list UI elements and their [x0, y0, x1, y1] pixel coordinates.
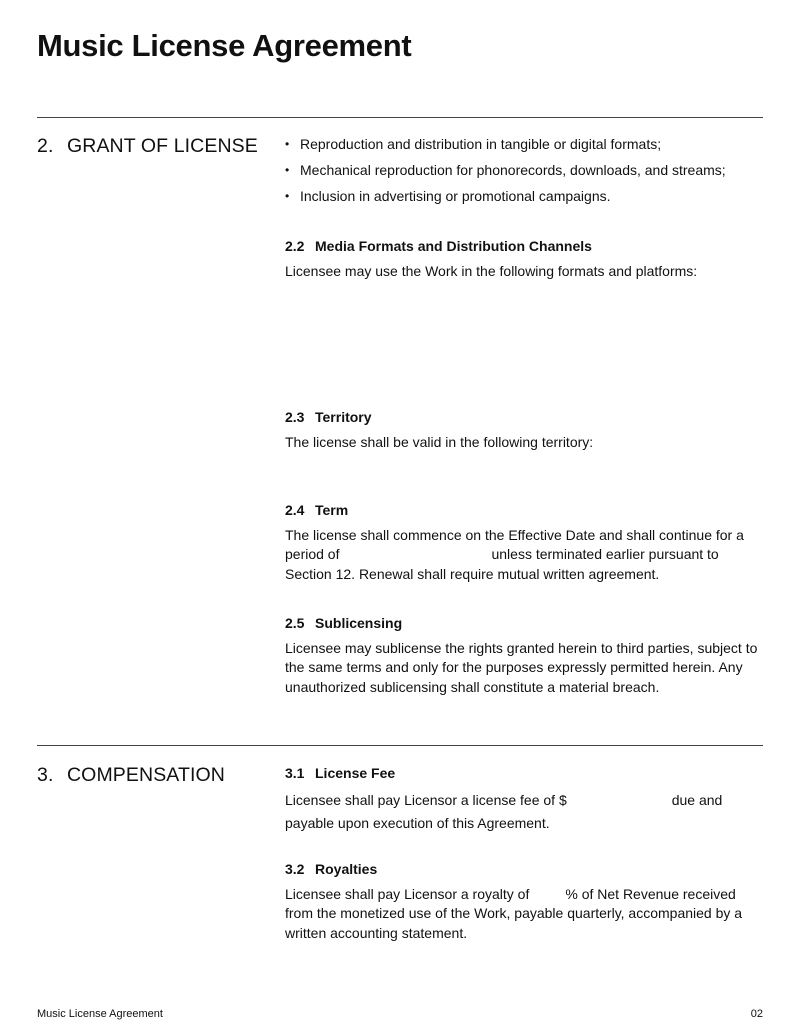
bullet-icon: •	[285, 137, 290, 151]
clause-title: License Fee	[315, 765, 396, 781]
list-item	[285, 135, 765, 155]
section-divider	[37, 117, 763, 118]
clause-text-after: unless terminated earlier pursuant to Section 12. Renewal shall require mutual written agreement.	[285, 546, 719, 582]
clause-number: 2.5	[285, 615, 305, 631]
list-item	[285, 187, 765, 207]
footer-document-name: Music License Agreement	[37, 1008, 163, 1020]
section-title: COMPENSATION	[67, 764, 225, 786]
bullet-icon: •	[285, 163, 290, 177]
section-3-heading	[37, 764, 225, 787]
clause-heading	[285, 408, 765, 428]
clause-number: 2.4	[285, 502, 305, 518]
page-number: 02	[750, 1008, 763, 1020]
clause-number: 3.1	[285, 765, 305, 781]
clause-text-before: Licensee shall pay Licensor a royalty of	[285, 885, 530, 902]
clause-heading	[285, 501, 765, 521]
list-item-text: Reproduction and distribution in tangible or digital formats;	[300, 136, 662, 152]
clause-title: Term	[315, 502, 349, 518]
clause-text-after: % of Net Revenue received from the monetized use of the Work, payable quarterly, accompanied by a written accounting statement.	[285, 885, 743, 941]
section-2-heading	[37, 135, 258, 158]
clause-title: Royalties	[315, 861, 378, 877]
clause-2-5	[285, 614, 765, 697]
clause-text-before: Licensee shall pay Licensor a license fee of $	[285, 791, 567, 808]
clause-number: 2.3	[285, 409, 305, 425]
list-item-text: Mechanical reproduction for phonorecords, downloads, and streams;	[300, 162, 726, 178]
section-number: 2.	[37, 135, 54, 157]
document-title: Music License Agreement	[37, 28, 412, 63]
clause-3-2	[285, 860, 765, 943]
clause-text: The license shall be valid in the following territory:	[285, 433, 594, 450]
list-item	[285, 161, 765, 181]
clause-heading	[285, 860, 765, 880]
clause-title: Media Formats and Distribution Channels	[315, 238, 592, 254]
clause-3-1	[285, 764, 765, 835]
clause-text	[285, 526, 765, 585]
clause-number: 2.2	[285, 238, 305, 254]
clause-text	[285, 885, 765, 944]
clause-title: Territory	[315, 409, 372, 425]
clause-text	[285, 789, 765, 835]
license-rights-list	[285, 135, 765, 207]
bullet-icon: •	[285, 189, 290, 203]
clause-title: Sublicensing	[315, 615, 403, 631]
clause-2-4	[285, 501, 765, 584]
section-2-body	[285, 135, 765, 213]
clause-2-2	[285, 237, 765, 281]
section-divider	[37, 745, 763, 746]
list-item-text: Inclusion in advertising or promotional campaigns.	[300, 188, 611, 204]
clause-text: Licensee may sublicense the rights granted herein to third parties, subject to the same terms and only for the purposes expressly permitted herein. Any unauthorized sublicensing shall constitute a material breach.	[285, 639, 758, 695]
clause-text-after: due and payable upon execution of this Agreement.	[285, 791, 723, 831]
clause-heading	[285, 237, 765, 257]
clause-heading	[285, 764, 765, 784]
clause-text: Licensee may use the Work in the following formats and platforms:	[285, 262, 698, 279]
section-title: GRANT OF LICENSE	[67, 135, 258, 157]
clause-text-before: The license shall commence on the Effective Date and shall continue for a period of	[285, 526, 744, 562]
clause-heading	[285, 614, 765, 634]
section-number: 3.	[37, 764, 54, 786]
clause-2-3	[285, 408, 765, 452]
clause-number: 3.2	[285, 861, 305, 877]
